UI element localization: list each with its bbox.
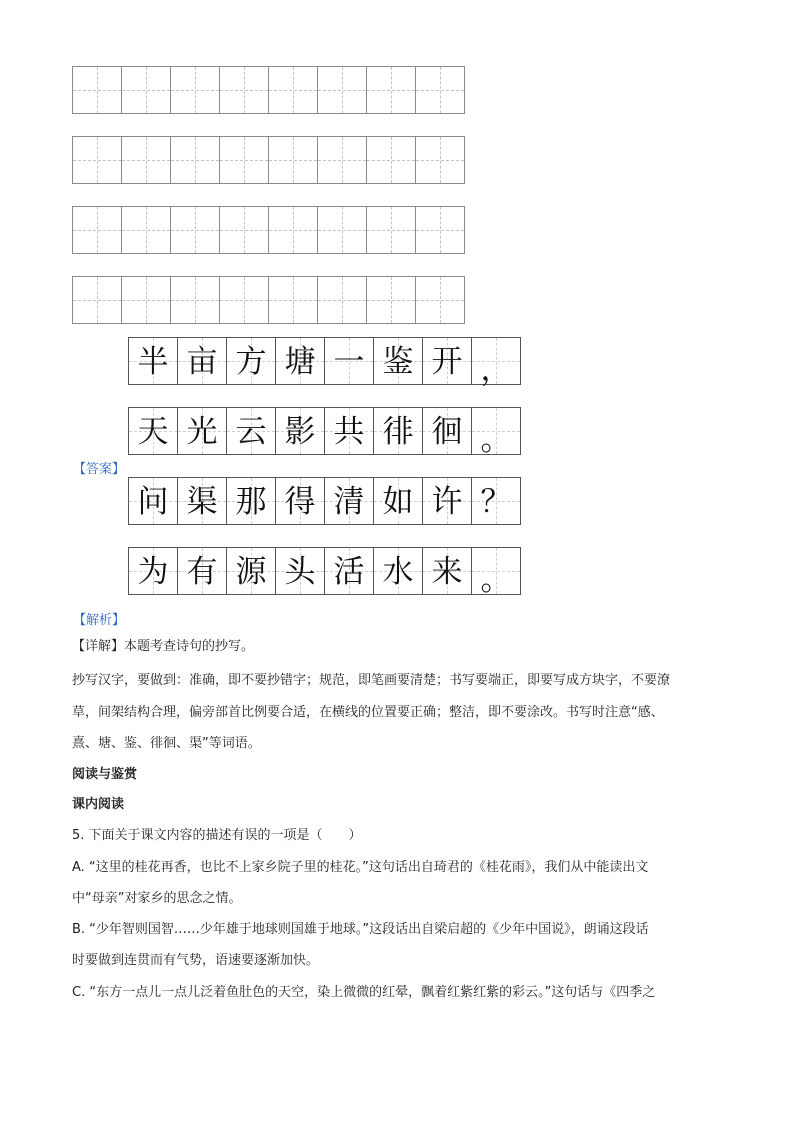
grid-cell (73, 66, 122, 114)
poem-char: 共 (325, 407, 374, 455)
poem-char: 如 (374, 477, 423, 525)
grid-cell (122, 276, 171, 324)
grid-cell (416, 276, 465, 324)
poem-char: 影 (276, 407, 325, 455)
grid-cell (122, 136, 171, 184)
poem-char: 云 (227, 407, 276, 455)
practice-grid-row (72, 136, 465, 184)
grid-cell (318, 276, 367, 324)
poem-char: 鉴 (374, 337, 423, 385)
poem-punct: 。 (472, 407, 521, 455)
option-a-line-2: 中“母亲”对家乡的思念之情。 (72, 891, 242, 906)
poem-punct: ？ (472, 477, 521, 525)
grid-cell (367, 66, 416, 114)
grid-cell (416, 136, 465, 184)
grid-cell (73, 206, 122, 254)
poem-line-1 (128, 337, 521, 388)
poem-char: 一 (325, 337, 374, 385)
grid-cell (318, 66, 367, 114)
grid-cell (269, 136, 318, 184)
answer-label: 【答案】 (73, 462, 126, 477)
grid-cell (220, 66, 269, 114)
poem-line-3 (128, 477, 521, 525)
poem-char: 水 (374, 547, 423, 595)
poem-char: 为 (129, 547, 178, 595)
poem-char: 方 (227, 337, 276, 385)
explanation-line-3: 熹、塘、鉴、徘徊、渠”等词语。 (72, 736, 261, 751)
grid-cell (367, 206, 416, 254)
grid-cell (367, 136, 416, 184)
analysis-label: 【解析】 (73, 613, 126, 628)
grid-cell (416, 206, 465, 254)
detail-line: 【详解】本题考查诗句的抄写。 (72, 639, 255, 654)
poem-char: 徊 (423, 407, 472, 455)
grid-cell (220, 136, 269, 184)
poem-line-4 (128, 547, 521, 598)
grid-cell (220, 276, 269, 324)
poem-char: 源 (227, 547, 276, 595)
grid-cell (318, 206, 367, 254)
question-5: 5. 下面关于课文内容的描述有误的一项是（ ） (72, 828, 362, 843)
grid-cell (269, 206, 318, 254)
poem-char: 塘 (276, 337, 325, 385)
grid-cell (269, 66, 318, 114)
poem-char: 有 (178, 547, 227, 595)
poem-char: 得 (276, 477, 325, 525)
grid-cell (171, 276, 220, 324)
poem-char: 渠 (178, 477, 227, 525)
poem-char: 开 (423, 337, 472, 385)
poem-char: 清 (325, 477, 374, 525)
poem-char: 亩 (178, 337, 227, 385)
option-c-line-1: C. “东方一点儿一点儿泛着鱼肚色的天空，染上微微的红晕，飘着红紫红紫的彩云。”这句话与《四季之 (72, 985, 656, 1000)
poem-char: 来 (423, 547, 472, 595)
poem-char: 半 (129, 337, 178, 385)
grid-cell (171, 206, 220, 254)
practice-grid-row (72, 276, 465, 324)
poem-char: 天 (129, 407, 178, 455)
grid-cell (318, 136, 367, 184)
section-title-reading: 阅读与鉴赏 (72, 767, 138, 782)
grid-cell (171, 136, 220, 184)
poem-punct: ， (472, 337, 521, 385)
option-b-line-1: B. “少年智则国智……少年雄于地球则国雄于地球。”这段话出自梁启超的《少年中国说》，朗诵这段话 (72, 922, 649, 937)
poem-char: 活 (325, 547, 374, 595)
poem-char: 头 (276, 547, 325, 595)
option-a-line-1: A. “这里的桂花再香，也比不上家乡院子里的桂花。”这句话出自琦君的《桂花雨》，我们从中能读出文 (72, 860, 649, 875)
section-title-in-class: 课内阅读 (72, 797, 125, 812)
grid-cell (269, 276, 318, 324)
poem-char: 许 (423, 477, 472, 525)
grid-cell (73, 276, 122, 324)
grid-cell (122, 66, 171, 114)
grid-cell (171, 66, 220, 114)
poem-char: 光 (178, 407, 227, 455)
grid-cell (73, 136, 122, 184)
practice-grid-row (72, 66, 465, 114)
poem-punct: 。 (472, 547, 521, 595)
poem-char: 徘 (374, 407, 423, 455)
grid-cell (122, 206, 171, 254)
grid-cell (367, 276, 416, 324)
explanation-line-2: 草，间架结构合理，偏旁部首比例要合适，在横线的位置要正确；整洁，即不要涂改。书写时注意“感、 (72, 705, 664, 720)
poem-char: 问 (129, 477, 178, 525)
poem-line-2 (128, 407, 521, 458)
poem-char: 那 (227, 477, 276, 525)
grid-cell (416, 66, 465, 114)
grid-cell (220, 206, 269, 254)
explanation-line-1: 抄写汉字，要做到：准确，即不要抄错字；规范，即笔画要清楚；书写要端正，即要写成方块字，不要潦 (72, 673, 671, 688)
practice-grid-row (72, 206, 465, 254)
option-b-line-2: 时要做到连贯而有气势，语速要逐渐加快。 (72, 953, 320, 968)
